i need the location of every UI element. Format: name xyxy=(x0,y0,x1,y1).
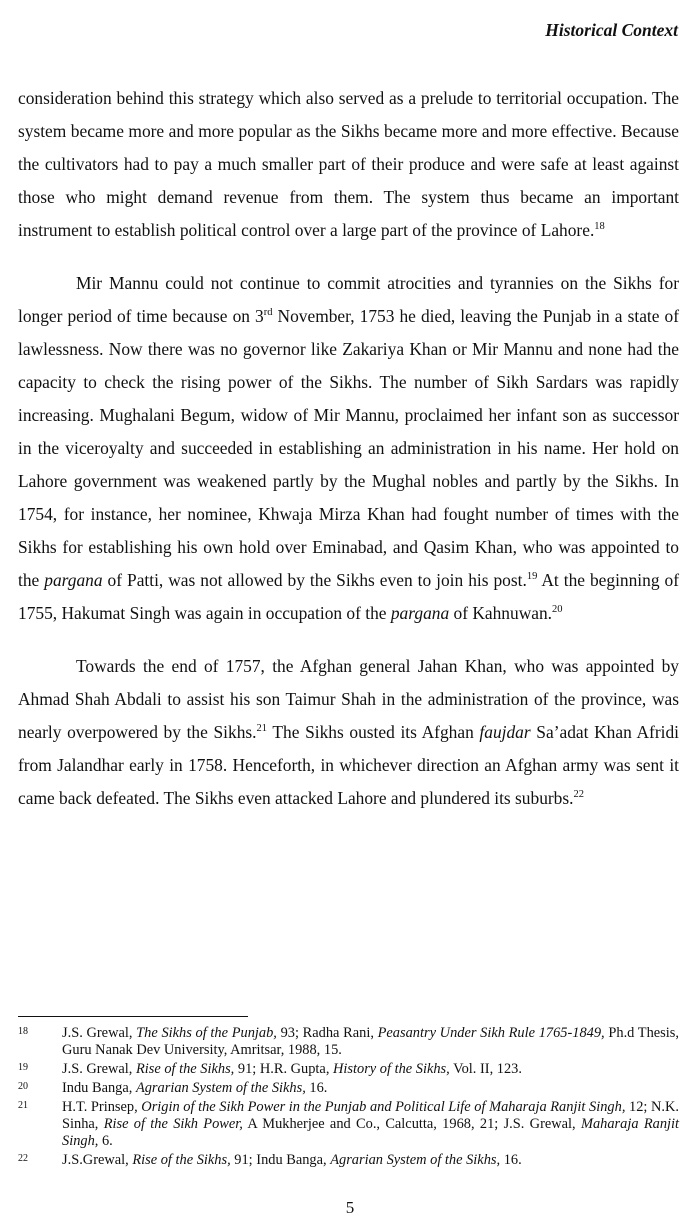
text-run: 16. xyxy=(500,1152,522,1168)
footnote xyxy=(18,1061,679,1078)
footnote-number: 19 xyxy=(18,1062,28,1073)
note-reference: 19 xyxy=(526,571,538,582)
paragraph xyxy=(18,650,679,815)
paragraph xyxy=(18,82,679,247)
note-reference: 22 xyxy=(573,789,584,800)
footnote xyxy=(18,1099,679,1150)
text-run: 91; Indu Banga, xyxy=(230,1152,331,1168)
footnote-number: 20 xyxy=(18,1081,28,1092)
text-run: Mir Mannu could not continue to commit atrocities and tyrannies on the Sikhs for longer period of time because on 3 xyxy=(18,273,679,326)
footnote-separator xyxy=(18,1016,248,1017)
footnotes xyxy=(18,1025,679,1171)
note-reference: 21 xyxy=(256,723,268,734)
italic-text: Rise of the Sikhs, xyxy=(132,1152,231,1168)
footnote xyxy=(18,1025,679,1059)
text-run: The Sikhs ousted its Afghan xyxy=(267,722,480,742)
text-run: November, 1753 he died, leaving the Punjab in a state of lawlessness. Now there was no governor like Zakariya Khan or Mir Mannu and none had the capacity to check the rising power of the Sikhs. The number of Sikh Sardars was rapidly increasing. Mughalani Begum, widow of Mir Mannu, proclaimed her infant son as successor in the viceroyalty and succeeded in establishing an administration in his name. Her hold on Lahore government was weakened partly by the Mughal nobles and partly by the Sikhs. In 1754, for instance, her nominee, Khwaja Mirza Khan had fought number of times with the Sikhs for establishing his own hold over Eminabad, and Qasim Khan, who was appointed to the xyxy=(18,306,680,590)
paragraph xyxy=(18,267,679,630)
running-header: Historical Context xyxy=(545,20,678,40)
text-run: Sa’adat Khan Afridi from Jalandhar early in 1758. Henceforth, in whichever direction an Afghan army was sent it came back defeated. The Sikhs even attacked Lahore and plundered its suburbs. xyxy=(18,722,679,808)
note-reference: 18 xyxy=(594,221,605,232)
text-run: Indu Banga, xyxy=(62,1080,136,1096)
text-run: 6. xyxy=(98,1133,113,1149)
italic-text: Agrarian System of the Sikhs, xyxy=(135,1080,306,1096)
footnote-text xyxy=(62,1061,679,1078)
footnote-text xyxy=(62,1099,679,1150)
text-run: 12; N.K. Sinha, xyxy=(62,1099,679,1132)
italic-text: Maharaja Ranjit Singh, xyxy=(62,1116,680,1149)
text-run: Ph.d Thesis, Guru Nanak Dev University, Amritsar, 1988, 15. xyxy=(62,1025,679,1058)
italic-text: Peasantry Under Sikh Rule 1765-1849, xyxy=(377,1025,605,1041)
text-run: J.S.Grewal, xyxy=(62,1152,133,1168)
text-run: Vol. II, 123. xyxy=(449,1061,522,1077)
text-run: of Kahnuwan. xyxy=(449,603,553,623)
italic-text: The Sikhs of the Punjab, xyxy=(136,1025,277,1041)
footnote-number: 18 xyxy=(18,1026,28,1037)
text-run: A Mukherjee and Co., Calcutta, 1968, 21; J.S. Grewal, xyxy=(242,1116,581,1132)
footnote-text xyxy=(62,1152,679,1169)
italic-text: faujdar xyxy=(479,722,531,742)
page-number: 5 xyxy=(345,1198,355,1217)
footnote xyxy=(18,1080,679,1097)
footnote-number: 21 xyxy=(18,1100,28,1111)
note-reference: rd xyxy=(263,307,273,318)
italic-text: Origin of the Sikh Power in the Punjab and Political Life of Maharaja Ranjit Singh, xyxy=(141,1099,626,1115)
footnote-text xyxy=(62,1080,679,1097)
text-run: At the beginning of 1755, Hakumat Singh was again in occupation of the xyxy=(18,570,680,623)
italic-text: Rise of the Sikh Power, xyxy=(103,1116,243,1132)
text-run: Towards the end of 1757, the Afghan general Jahan Khan, who was appointed by Ahmad Shah Abdali to assist his son Taimur Shah in the administration of the province, was nearly overpowered by the Sikhs. xyxy=(18,656,679,742)
footnote xyxy=(18,1152,679,1169)
text-run: 16. xyxy=(305,1080,328,1096)
text-run: J.S. Grewal, xyxy=(62,1061,136,1077)
note-reference: 20 xyxy=(552,604,563,615)
italic-text: History of the Sikhs, xyxy=(333,1061,450,1077)
italic-text: Rise of the Sikhs, xyxy=(135,1061,235,1077)
text-run: of Patti, was not allowed by the Sikhs even to join his post. xyxy=(102,570,527,590)
body-text xyxy=(18,82,679,815)
footnote-text xyxy=(62,1025,679,1059)
text-run: 91; H.R. Gupta, xyxy=(234,1061,334,1077)
italic-text: pargana xyxy=(390,603,450,623)
text-run: J.S. Grewal, xyxy=(62,1025,137,1041)
italic-text: Agrarian System of the Sikhs, xyxy=(330,1152,501,1168)
italic-text: pargana xyxy=(44,570,103,590)
text-run: H.T. Prinsep, xyxy=(62,1099,142,1115)
footnote-number: 22 xyxy=(18,1153,28,1164)
text-run: 93; Radha Rani, xyxy=(276,1025,378,1041)
text-run: consideration behind this strategy which also served as a prelude to territorial occupation. The system became more and more popular as the Sikhs became more and more effective. Because the cultivators had to pay a much smaller part of their produce and were safe at least against those who might demand revenue from them. The system thus became an important instrument to establish political control over a large part of the province of Lahore. xyxy=(18,88,679,240)
